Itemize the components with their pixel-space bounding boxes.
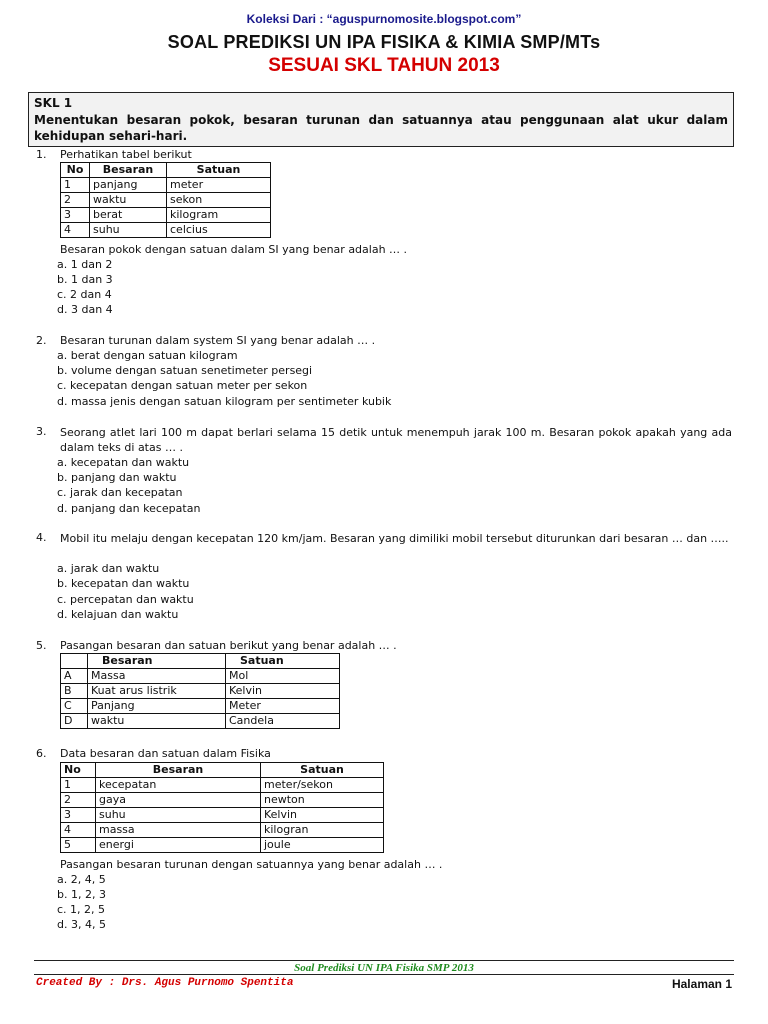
q4-option-a: a. jarak dan waktu	[57, 562, 160, 575]
table-cell: 1	[61, 178, 90, 193]
table-cell: A	[61, 669, 88, 684]
q1-option-d: d. 3 dan 4	[57, 303, 113, 316]
page-number: Halaman 1	[671, 977, 732, 991]
table-cell: kilogram	[167, 208, 271, 223]
table-header	[61, 654, 88, 669]
table-header: Besaran	[96, 763, 261, 778]
q6-option-b: b. 1, 2, 3	[57, 888, 106, 901]
q3-option-a: a. kecepatan dan waktu	[57, 456, 190, 469]
q1-option-c: c. 2 dan 4	[57, 288, 112, 301]
table-cell: meter/sekon	[261, 778, 384, 793]
table-cell: Panjang	[88, 699, 226, 714]
q2-option-d: d. massa jenis dengan satuan kilogram per sentimeter kubik	[57, 395, 392, 408]
q3-option-c: c. jarak dan kecepatan	[57, 486, 183, 499]
table-cell: meter	[167, 178, 271, 193]
table-row	[61, 208, 271, 223]
q2-option-c: c. kecepatan dengan satuan meter per sekon	[57, 379, 308, 392]
table-cell: gaya	[96, 793, 261, 808]
q5-table	[60, 653, 340, 729]
table-cell: panjang	[90, 178, 167, 193]
table-cell: 4	[61, 223, 90, 238]
q1-stem: Perhatikan tabel berikut	[60, 148, 192, 161]
table-cell: joule	[261, 838, 384, 853]
table-cell: suhu	[90, 223, 167, 238]
table-cell: 5	[61, 838, 96, 853]
table-row	[61, 193, 271, 208]
q3-stem: Seorang atlet lari 100 m dapat berlari selama 15 detik untuk menempuh jarak 100 m. Besaran pokok apakah yang ada dalam teks di atas … .	[60, 426, 732, 454]
table-cell: 1	[61, 778, 96, 793]
q2-option-b: b. volume dengan satuan senetimeter persegi	[57, 364, 313, 377]
table-cell: waktu	[88, 714, 226, 729]
q6-option-a: a. 2, 4, 5	[57, 873, 106, 886]
table-cell: kecepatan	[96, 778, 261, 793]
table-cell: Candela	[226, 714, 340, 729]
q1-question: Besaran pokok dengan satuan dalam SI yang benar adalah … .	[60, 243, 408, 256]
table-cell: C	[61, 699, 88, 714]
q1-number: 1.	[36, 148, 47, 161]
page-subtitle: SESUAI SKL TAHUN 2013	[268, 55, 500, 76]
table-row	[61, 699, 340, 714]
koleksi-source: Koleksi Dari : “aguspurnomosite.blogspot.com”	[246, 12, 522, 26]
skl-heading: SKL 1	[34, 96, 73, 110]
q6-option-c: c. 1, 2, 5	[57, 903, 106, 916]
table-row	[61, 778, 384, 793]
q6-table	[60, 762, 384, 853]
q5-stem: Pasangan besaran dan satuan berikut yang benar adalah … .	[60, 639, 397, 652]
table-cell: celcius	[167, 223, 271, 238]
table-row	[61, 793, 384, 808]
q1-table	[60, 162, 271, 238]
table-cell: 2	[61, 793, 96, 808]
table-cell: Kuat arus listrik	[88, 684, 226, 699]
skl-description: Menentukan besaran pokok, besaran turunan dan satuannya atau penggunaan alat ukur dalam kehidupan sehari-hari.	[34, 113, 728, 143]
q4-option-d: d. kelajuan dan waktu	[57, 608, 179, 621]
table-header: Besaran	[90, 163, 167, 178]
table-row	[61, 684, 340, 699]
table-row	[61, 714, 340, 729]
footer-author: Created By : Drs. Agus Purnomo Spentita	[36, 977, 294, 989]
table-header: No	[61, 163, 90, 178]
table-cell: Mol	[226, 669, 340, 684]
table-cell: waktu	[90, 193, 167, 208]
table-cell: newton	[261, 793, 384, 808]
table-cell: B	[61, 684, 88, 699]
skl-box	[28, 92, 734, 147]
q1-option-a: a. 1 dan 2	[57, 258, 113, 271]
q6-stem: Data besaran dan satuan dalam Fisika	[60, 747, 271, 760]
table-header: Satuan	[167, 163, 271, 178]
table-header: No	[61, 763, 96, 778]
q5-number: 5.	[36, 639, 47, 652]
footer-divider	[34, 960, 734, 961]
q2-option-a: a. berat dengan satuan kilogram	[57, 349, 238, 362]
table-cell: Meter	[226, 699, 340, 714]
page-title: SOAL PREDIKSI UN IPA FISIKA & KIMIA SMP/MTs	[167, 32, 601, 52]
table-cell: 3	[61, 208, 90, 223]
table-cell: berat	[90, 208, 167, 223]
table-cell: sekon	[167, 193, 271, 208]
q6-question: Pasangan besaran turunan dengan satuannya yang benar adalah … .	[60, 858, 443, 871]
table-cell: 3	[61, 808, 96, 823]
table-header: Satuan	[226, 654, 340, 669]
footer-divider	[34, 974, 734, 975]
q3-option-d: d. panjang dan kecepatan	[57, 502, 201, 515]
q4-stem: Mobil itu melaju dengan kecepatan 120 km/jam. Besaran yang dimiliki mobil tersebut diturunkan dari besaran … dan …..	[60, 532, 729, 545]
q3-number: 3.	[36, 425, 47, 438]
q1-option-b: b. 1 dan 3	[57, 273, 113, 286]
q4-option-b: b. kecepatan dan waktu	[57, 577, 190, 590]
q2-stem: Besaran turunan dalam system SI yang benar adalah … .	[60, 334, 376, 347]
table-row	[61, 823, 384, 838]
table-cell: energi	[96, 838, 261, 853]
table-cell: suhu	[96, 808, 261, 823]
table-row	[61, 808, 384, 823]
q2-number: 2.	[36, 334, 47, 347]
table-cell: D	[61, 714, 88, 729]
q6-option-d: d. 3, 4, 5	[57, 918, 106, 931]
table-header: Satuan	[261, 763, 384, 778]
table-cell: Massa	[88, 669, 226, 684]
q4-number: 4.	[36, 531, 47, 544]
table-header: Besaran	[88, 654, 226, 669]
q6-number: 6.	[36, 747, 47, 760]
table-row	[61, 223, 271, 238]
table-cell: 4	[61, 823, 96, 838]
table-row	[61, 178, 271, 193]
table-cell: 2	[61, 193, 90, 208]
q3-option-b: b. panjang dan waktu	[57, 471, 177, 484]
table-cell: Kelvin	[261, 808, 384, 823]
footer-document-title: Soal Prediksi UN IPA Fisika SMP 2013	[294, 962, 474, 974]
q4-option-c: c. percepatan dan waktu	[57, 593, 194, 606]
table-row	[61, 669, 340, 684]
table-cell: Kelvin	[226, 684, 340, 699]
table-cell: kilogran	[261, 823, 384, 838]
table-row	[61, 838, 384, 853]
table-cell: massa	[96, 823, 261, 838]
